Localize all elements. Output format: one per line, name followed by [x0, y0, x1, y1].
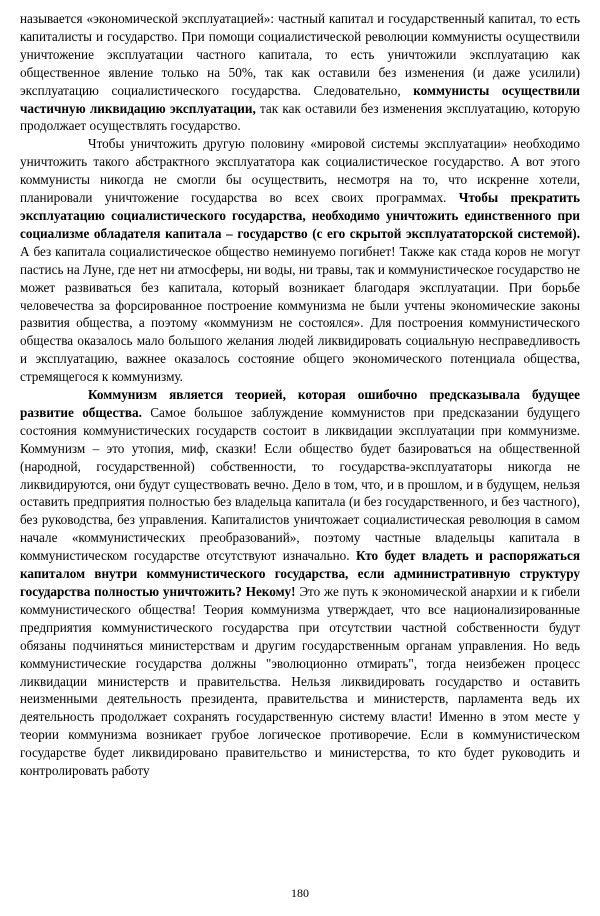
- text-run: Чтобы уничтожить другую половину «мировой системы эксплуатации» необходимо уничтожить такого абстрактного эксплуататора как социалистическое государство. А вот этого коммунисты никогда не смогли бы осуществить, несмотря на то, что искренне хотели, планировали уничтожение государства во всех своих программах.: [20, 136, 580, 206]
- text-run: А без капитала социалистическое общество неминуемо погибнет! Также как стада коров не могут пастись на Луне, где нет ни атмосферы, ни воды, ни травы, так и коммунистическое государство не может развиваться без капитала, который возникает благодаря эксплуатации. При борьбе человечества за форсированное построение коммунизма не были учтены экономические законы развития общества, а поэтому «коммунизм не состоялся». Для построения коммунистического общества оказалось мало большого желания людей ликвидировать социальную несправедливость и эксплуатацию, важнее оказалось состояние общего экономического потенциала общества, стремящегося к коммунизму.: [20, 243, 580, 385]
- paragraph-2: [20, 135, 580, 386]
- paragraph-3: [20, 386, 580, 780]
- text-run: так как оставили без изменения эксплуатацию, которую продолжает осуществлять государство.: [20, 100, 580, 134]
- text-run: называется «экономической эксплуатацией»: частный капитал и государственный капитал, то есть капиталисты и государство. При помощи социалистической революции коммунисты осуществили уничтожение эксплуатации частного капитала, то есть уничтожили эксплуатацию как общественное явление только на 50%, так как оставили без изменения (и даже усилили) эксплуатацию социалистического государства. Следовательно,: [20, 11, 580, 98]
- page-number: 180: [291, 886, 309, 900]
- text-run: Самое большое заблуждение коммунистов при предсказании будущего состояния коммунистических государств состоит в ликвидации эксплуатации при коммунизме. Коммунизм – это утопия, миф, сказки! Если общество будет базироваться на общественной (народной, государственной) собственности, то государства-эксплуататоры никогда не ликвидируются, они будут существовать вечно. Дело в том, что, и в прошлом, и в будущем, нельзя оставить предприятия полностью без владельца капитала (и без государственного, и без частного), без руководства, без управления. Капиталистов уничтожает социалистическая революция в самом начале «коммунистических преобразований», поэтому частные владельцы капитала в коммунистическом государстве отсутствуют изначально.: [20, 404, 580, 564]
- paragraph-1: [20, 10, 580, 135]
- bold-text-run: коммунисты осуществили частичную ликвидацию эксплуатации,: [20, 82, 580, 116]
- body-text: [20, 10, 580, 780]
- bold-text-run: Чтобы прекратить эксплуатацию социалистического государства, необходимо уничтожить единственного при социализме обладателя капитала – государство (с его скрытой эксплуататорской системой).: [20, 190, 580, 241]
- text-run: Это же путь к экономической анархии и к гибели коммунистического общества! Теория коммунизма утверждает, что все национализированные предприятия коммунистического государства при отсутствии частной собственности будут обязаны подчиняться министерствам и другим государственным органам управления. Но ведь коммунистические государства должны "эволюционно отмирать", тогда неизбежен процесс ликвидации министерств и правительства. Нельзя ликвидировать государство и оставить неизменными деятельность президента, правительства и министерств, парламента ведь их деятельность продолжает сохранять государственную систему власти! Именно в этом месте у теории коммунизма возникает грубое логическое противоречие. Если в коммунистическом государстве будет ликвидировано правительство и министерства, то кто будет руководить и контролировать работу: [20, 584, 581, 779]
- bold-text-run: Кто будет владеть и распоряжаться капиталом внутри коммунистического государства, если административную структуру государства полностью уничтожить? Некому!: [20, 548, 580, 599]
- bold-text-run: Коммунизм является теорией, которая ошибочно предсказывала будущее развитие общества.: [20, 387, 580, 420]
